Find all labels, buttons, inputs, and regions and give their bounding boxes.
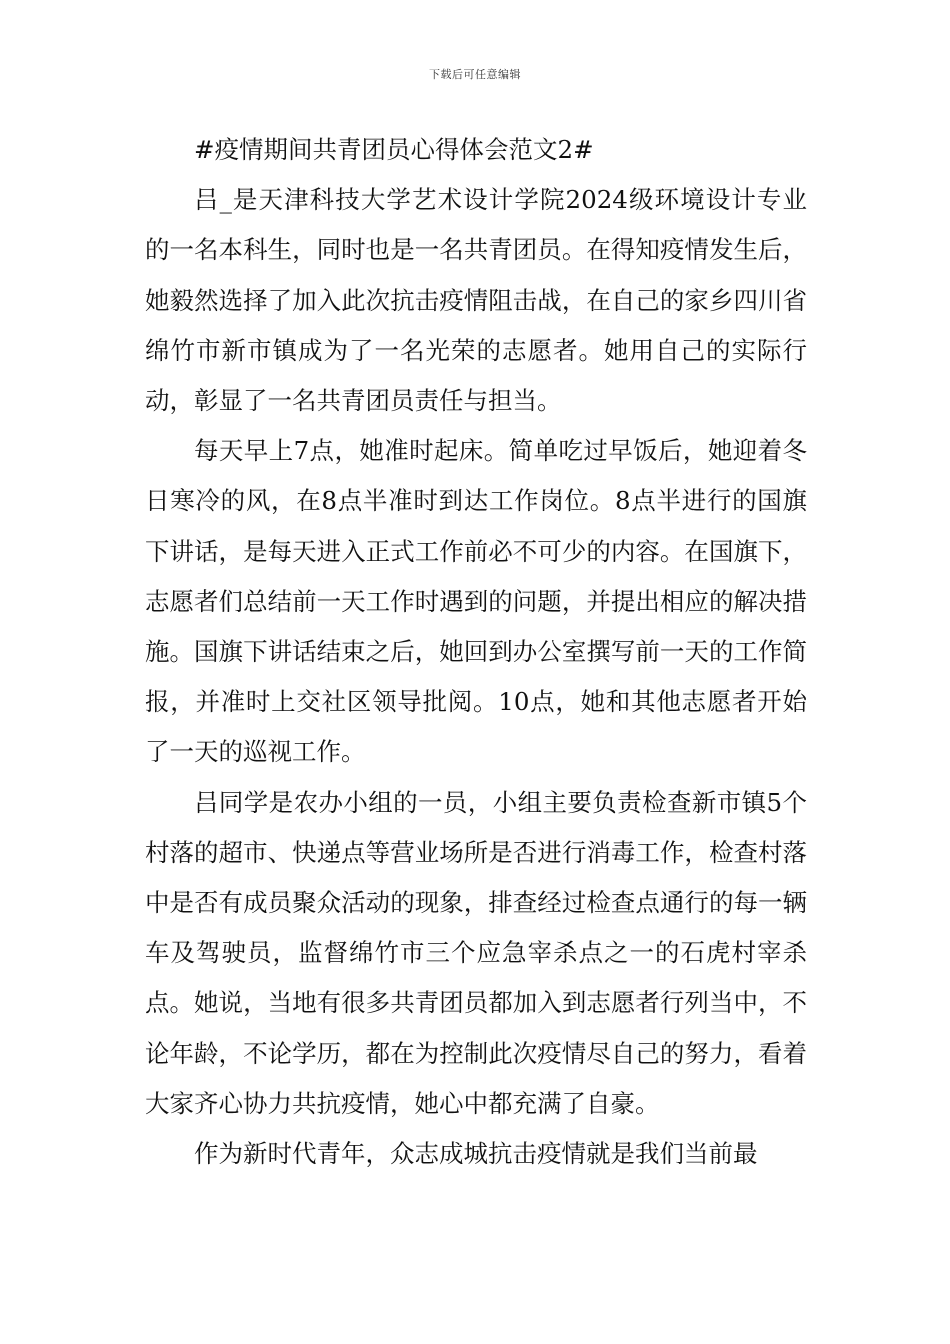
paragraph-3: 吕同学是农办小组的一员，小组主要负责检查新市镇5个村落的超市、快递点等营业场所是否进行消毒工作，检查村落中是否有成员聚众活动的现象，排查经过检查点通行的每一辆车及驾驶员，监督绵竹市三个应急宰杀点之一的石虎村宰杀点。她说，当地有很多共青团员都加入到志愿者行列当中，不论年龄，不论学历，都在为控制此次疫情尽自己的努力，看着大家齐心协力共抗疫情，她心中都充满了自豪。 xyxy=(145,787,807,1118)
paragraph-1: 吕_是天津科技大学艺术设计学院2024级环境设计专业的一名本科生，同时也是一名共青团员。在得知疫情发生后，她毅然选择了加入此次抗击疫情阻击战，在自己的家乡四川省绵竹市新市镇成为了一名光荣的志愿者。她用自己的实际行动，彰显了一名共青团员责任与担当。 xyxy=(145,185,807,416)
paragraph-2: 每天早上7点，她准时起床。简单吃过早饭后，她迎着冬日寒冷的风，在8点半准时到达工作岗位。8点半进行的国旗下讲话，是每天进入正式工作前必不可少的内容。在国旗下，志愿者们总结前一天工作时遇到的问题，并提出相应的解决措施。国旗下讲话结束之后，她回到办公室撰写前一天的工作简报，并准时上交社区领导批阅。10点，她和其他志愿者开始了一天的巡视工作。 xyxy=(145,436,807,767)
document-body xyxy=(145,125,807,1179)
paragraph-4: 作为新时代青年，众志成城抗击疫情就是我们当前最 xyxy=(194,1139,758,1169)
page-header: 下载后可任意编辑 xyxy=(429,68,521,81)
document-title: #疫情期间共青团员心得体会范文2# xyxy=(194,135,594,164)
